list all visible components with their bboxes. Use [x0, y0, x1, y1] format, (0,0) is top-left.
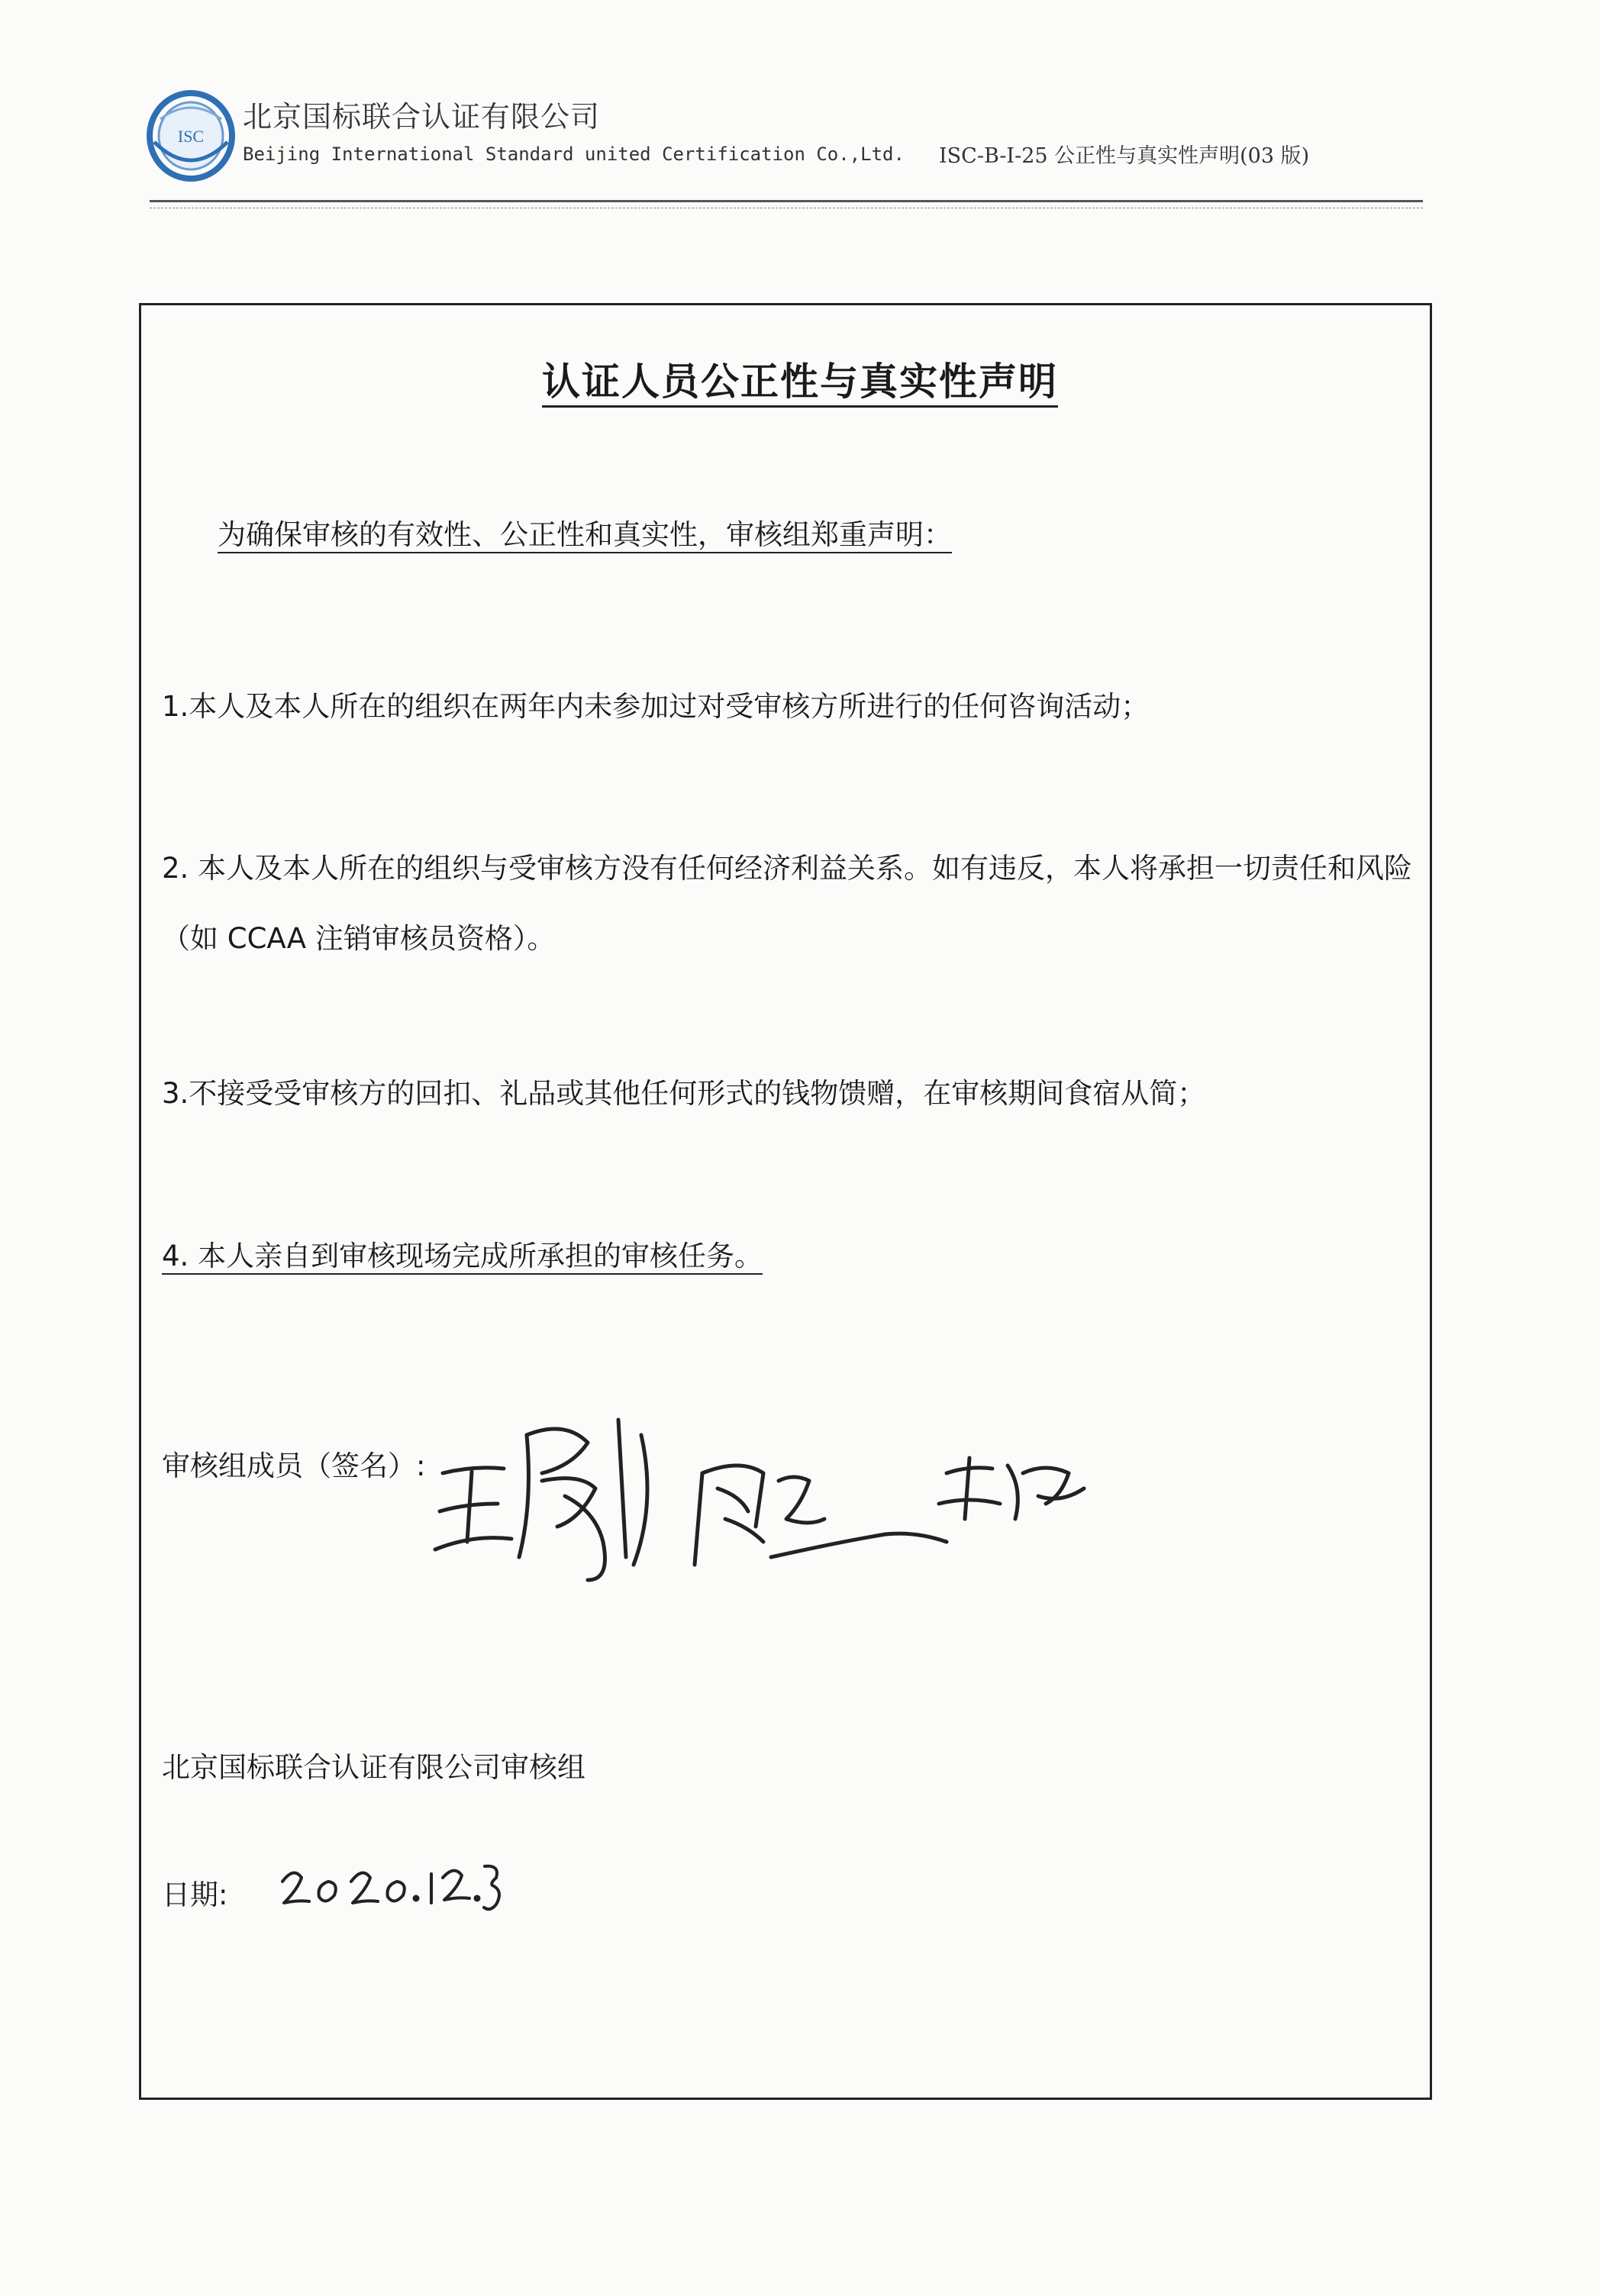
document-title-text: 认证人员公正性与真实性声明 [542, 359, 1058, 408]
intro-text: 为确保审核的有效性、公正性和真实性，审核组郑重声明： [218, 518, 952, 553]
handwritten-signatures [412, 1389, 1099, 1588]
declaration-item-2: 2. 本人及本人所在的组织与受审核方没有任何经济利益关系。如有违反，本人将承担一切责任和风险（如 CCAA 注销审核员资格）。 [162, 852, 1413, 955]
signature-3 [939, 1458, 1084, 1519]
date-label: 日期: [162, 1878, 228, 1911]
audit-team-org: 北京国标联合认证有限公司审核组 [162, 1751, 585, 1784]
company-logo-icon [145, 89, 237, 188]
company-name-en: Beijing International Standard united Certification Co.,Ltd. [243, 144, 905, 165]
declaration-frame [139, 303, 1432, 2100]
intro-paragraph [218, 500, 1469, 570]
document-title [0, 351, 1600, 406]
declaration-item-4 [162, 1221, 1414, 1292]
company-name-cn: 北京国标联合认证有限公司 [243, 100, 601, 134]
header-rule [150, 200, 1423, 202]
logo-text: ISC [177, 127, 205, 146]
handwritten-date [275, 1843, 504, 1920]
declaration-item-1: 1.本人及本人所在的组织在两年内未参加过对受审核方所进行的任何咨询活动； [162, 690, 1150, 723]
letterhead [145, 84, 1427, 198]
declaration-item-4-text: 4. 本人亲自到审核现场完成所承担的审核任务。 [162, 1240, 763, 1275]
signature-1 [435, 1420, 647, 1580]
signature-2 [695, 1466, 947, 1565]
declaration-item-3: 3.不接受受审核方的回扣、礼品或其他任何形式的钱物馈赠，在审核期间食宿从简； [162, 1077, 1206, 1110]
members-signature-label: 审核组成员（签名）: [162, 1450, 426, 1482]
form-code: ISC-B-I-25 公正性与真实性声明(03 版) [939, 144, 1310, 168]
